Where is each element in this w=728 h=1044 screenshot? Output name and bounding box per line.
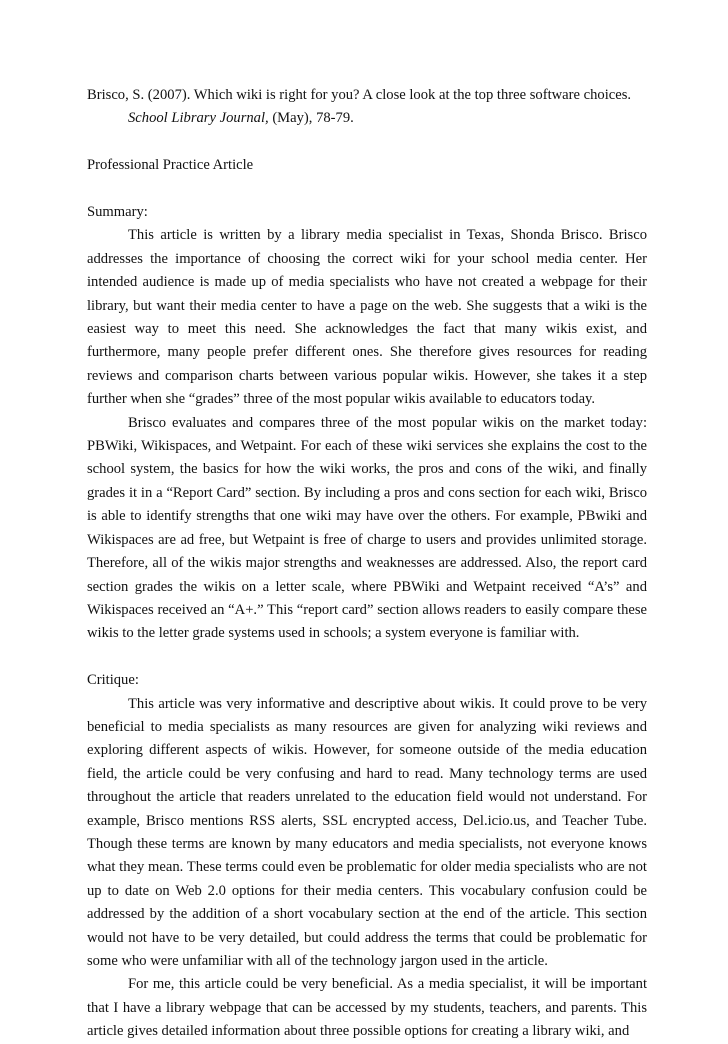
critique-paragraph-2: For me, this article could be very beneficial. As a media specialist, it will be important that I have a library webpage that can be accessed by my students, teachers, and parents. This article gives detailed information about three possible options for creating a library wiki, and bbox=[87, 976, 647, 1040]
citation bbox=[87, 84, 647, 131]
document-body bbox=[87, 84, 647, 1044]
summary-section bbox=[87, 201, 647, 646]
spacer bbox=[87, 178, 647, 201]
spacer bbox=[87, 131, 647, 154]
summary-heading: Summary: bbox=[87, 204, 148, 220]
citation-line-1: Brisco, S. (2007). Which wiki is right for you? A close look at the top three software choices. bbox=[87, 87, 632, 103]
summary-paragraph-1: This article is written by a library media specialist in Texas, Shonda Brisco. Brisco addresses the importance of choosing the correct wiki for your school media center. Her intended audience is made up of media specialists who have not created a webpage for their library, but want their media center to have a page on the web. She suggests that a wiki is the easiest way to meet this need. She acknowledges the fact that many wikis exist, and furthermore, many people prefer different ones. She therefore gives resources for reading reviews and comparison charts between various popular wikis. However, she takes it a step further when she “grades” three of the most popular wikis available to educators today. bbox=[87, 227, 647, 408]
critique-section bbox=[87, 669, 647, 1044]
spacer bbox=[87, 646, 647, 669]
article-type: Professional Practice Article bbox=[87, 157, 254, 174]
citation-journal: School Library Journal, bbox=[128, 110, 269, 127]
summary-paragraph-2: Brisco evaluates and compares three of the most popular wikis on the market today: PBWiki, Wikispaces, and Wetpaint. For each of these wiki services she explains the cost to the school system, the basics for how the wiki works, the pros and cons of the wiki, and finally grades it in a “Report Card” section. By including a pros and cons section for each wiki, Brisco is able to identify strengths that one wiki may have over the others. For example, PBwiki and Wikispaces are ad free, but Wetpaint is free of charge to users and provides unlimited storage. Therefore, all of the wikis major strengths and weaknesses are addressed. Also, the report card section grades the wikis on a letter scale, where PBWiki and Wetpaint received “A’s” and Wikispaces received an “A+.” This “report card” section allows readers to easily compare these wikis to the letter grade systems used in schools; a system everyone is familiar with. bbox=[87, 414, 647, 642]
critique-paragraph-1: This article was very informative and descriptive about wikis. It could prove to be very beneficial to media specialists as many resources are given for analyzing wiki reviews and exploring different aspects of wikis. However, for someone outside of the media education field, the article could be very confusing and hard to read. Many technology terms are used throughout the article that readers unrelated to the education field would not understand. For example, Brisco mentions RSS alerts, SSL encrypted access, Del.icio.us, and Teacher Tube. Though these terms are known by many educators and media specialists, not everyone knows what they mean. These terms could even be problematic for older media specialists who are not up to date on Web 2.0 options for their media centers. This vocabulary confusion could be addressed by the addition of a short vocabulary section at the end of the article. This section would not have to be very detailed, but could address the terms that could be problematic for some who were unfamiliar with all of the technology jargon used in the article. bbox=[87, 695, 647, 969]
citation-issue: (May), 78-79. bbox=[268, 110, 354, 127]
citation-line-2 bbox=[87, 107, 647, 130]
critique-heading: Critique: bbox=[87, 672, 139, 689]
